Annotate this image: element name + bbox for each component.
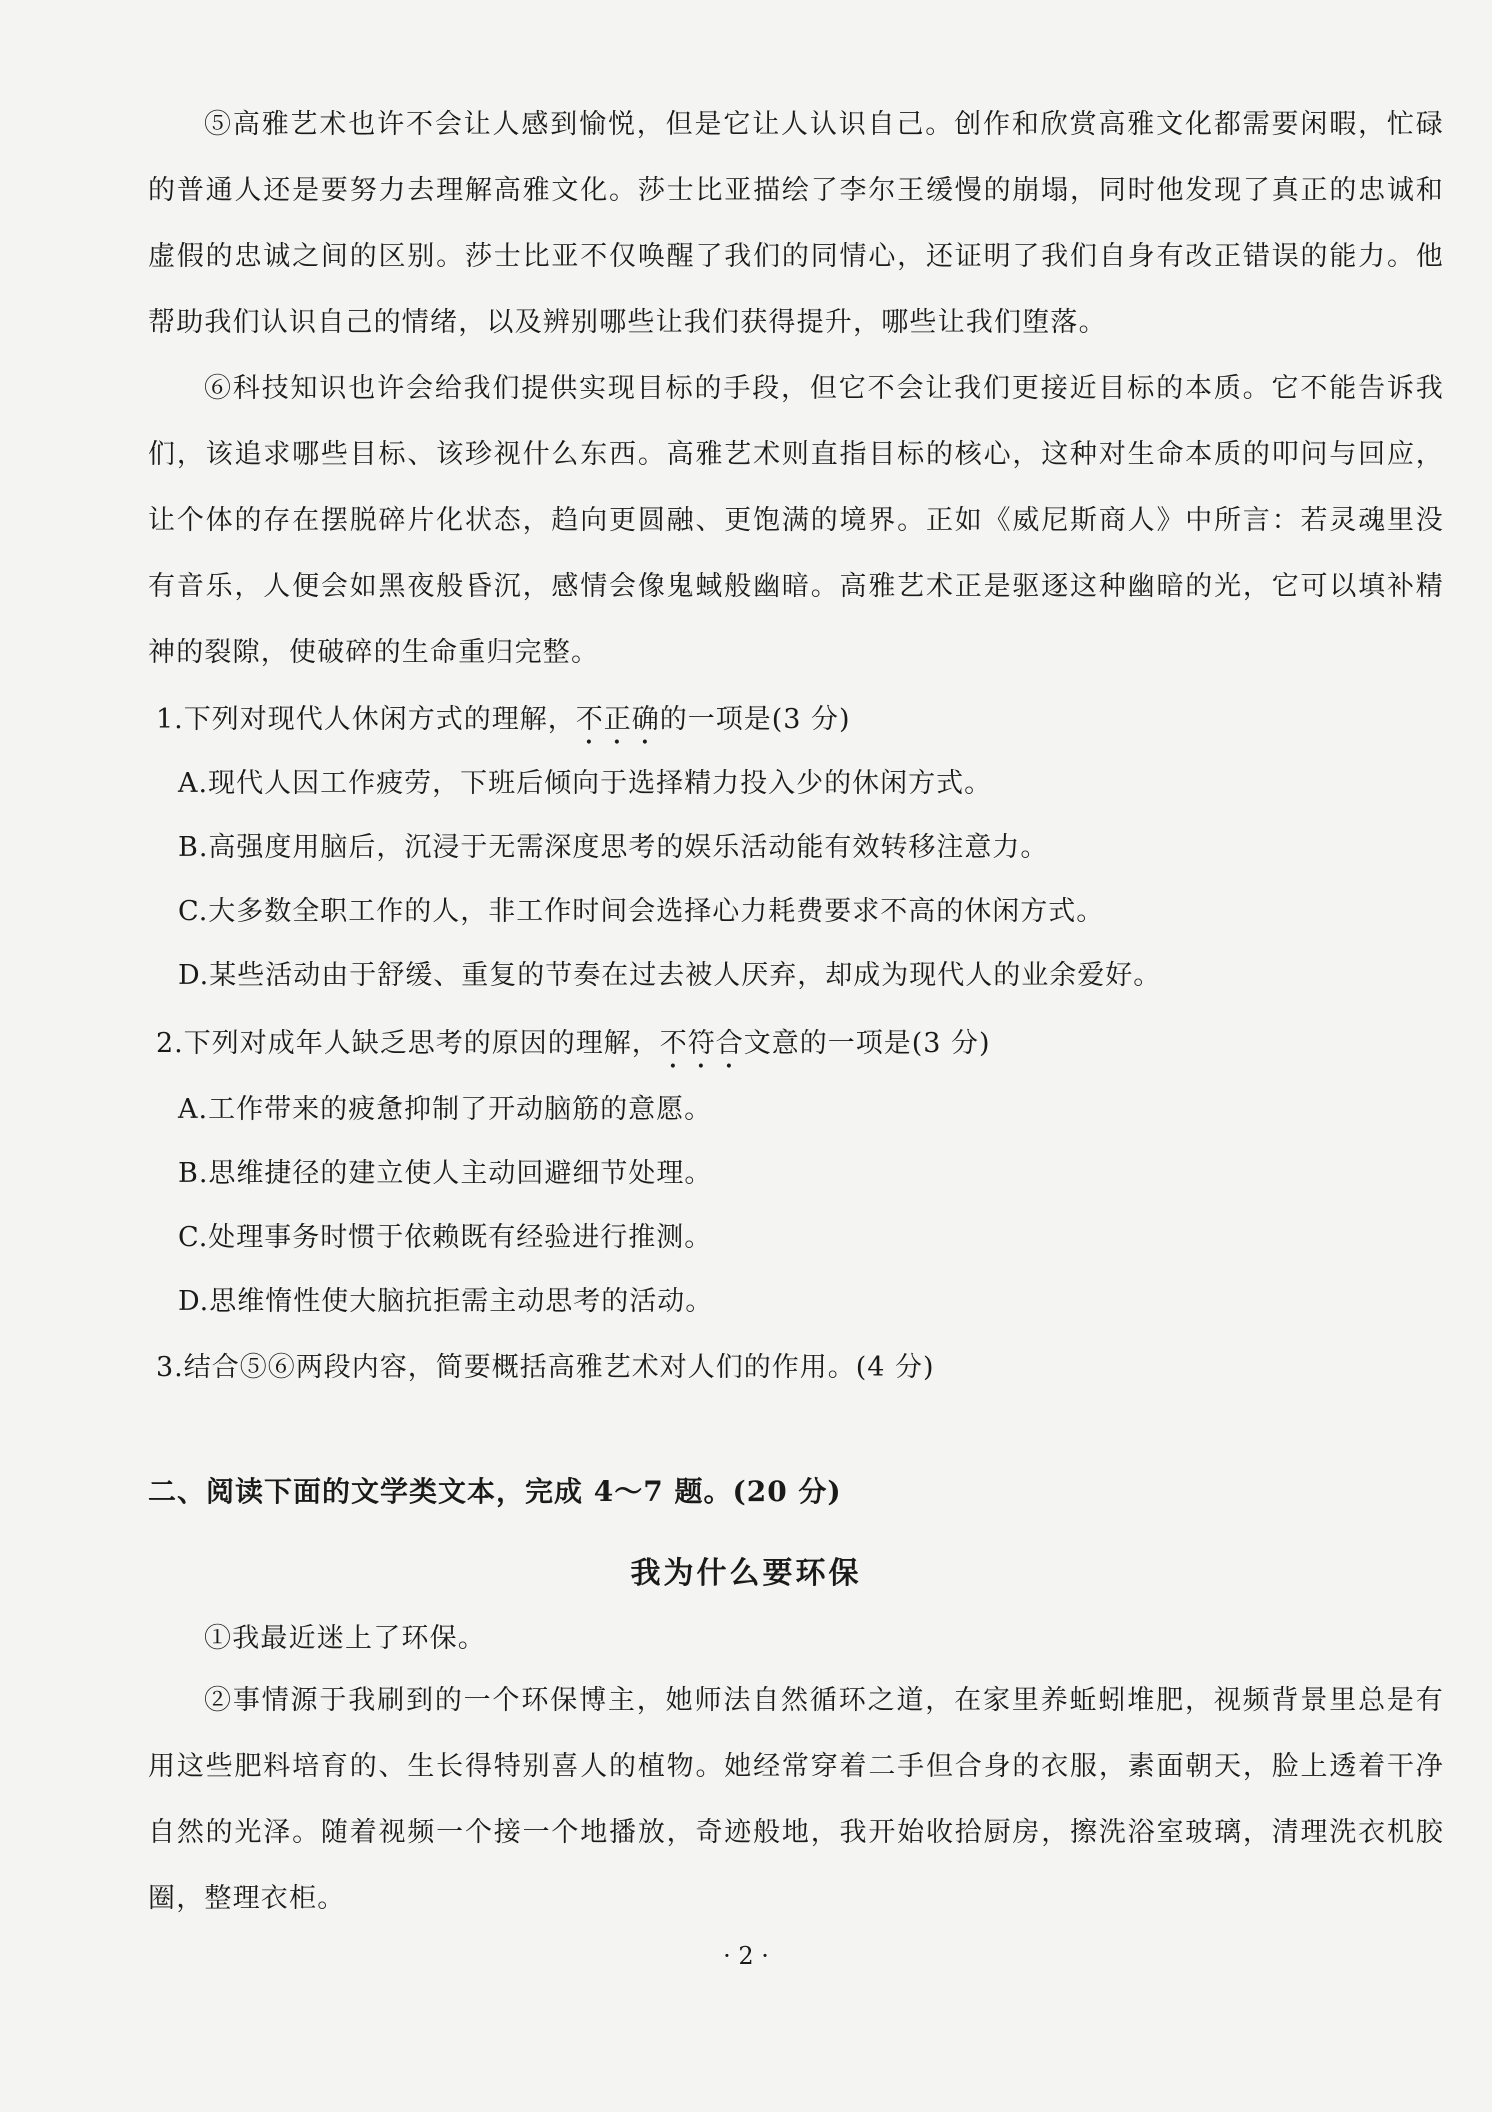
question-2-option-d: D.思维惰性使大脑抗拒需主动思考的活动。 [178, 1286, 714, 1317]
page-number: · 2 · [723, 1942, 769, 1970]
story-paragraph-2: ②事情源于我刷到的一个环保博主，她师法自然循环之道，在家里养蚯蚓堆肥，视频背景里总是有用这些肥料培育的、生长得特别喜人的植物。她经常穿着二手但合身的衣服，素面朝天，脸上透着干净自然的光泽。随着视频一个接一个地播放，奇迹般地，我开始收拾厨房，擦洗浴室玻璃，清理洗衣机胶圈，整理衣柜。 [148, 1685, 1444, 1914]
paragraph-6: ⑥科技知识也许会给我们提供实现目标的手段，但它不会让我们更接近目标的本质。它不能告诉我们，该追求哪些目标、该珍视什么东西。高雅艺术则直指目标的核心，这种对生命本质的叩问与回应，让个体的存在摆脱碎片化状态，趋向更圆融、更饱满的境界。正如《威尼斯商人》中所言：若灵魂里没有音乐，人便会如黑夜般昏沉，感情会像鬼蜮般幽暗。高雅艺术正是驱逐这种幽暗的光，它可以填补精神的裂隙，使破碎的生命重归完整。 [148, 373, 1444, 668]
question-1-option-d: D.某些活动由于舒缓、重复的节奏在过去被人厌弃，却成为现代人的业余爱好。 [178, 960, 1162, 991]
question-1-emphasis: 不正确 [575, 704, 660, 735]
story-paragraph-1: ①我最近迷上了环保。 [204, 1623, 486, 1654]
story-title: 我为什么要环保 [630, 1556, 862, 1591]
question-1-option-c: C.大多数全职工作的人，非工作时间会选择心力耗费要求不高的休闲方式。 [178, 896, 1105, 927]
question-1-stem-before: 1.下列对现代人休闲方式的理解， [156, 704, 576, 735]
section-2-heading: 二、阅读下面的文学类文本，完成 4～7 题。(20 分) [148, 1475, 842, 1508]
question-2-option-a: A.工作带来的疲惫抑制了开动脑筋的意愿。 [178, 1094, 713, 1125]
question-1-stem-after: 的一项是(3 分) [659, 704, 851, 735]
question-2-stem [156, 1024, 1436, 1075]
question-1-stem [156, 700, 1436, 751]
paragraph-5: ⑤高雅艺术也许不会让人感到愉悦，但是它让人认识自己。创作和欣赏高雅文化都需要闲暇，忙碌的普通人还是要努力去理解高雅文化。莎士比亚描绘了李尔王缓慢的崩塌，同时他发现了真正的忠诚和虚假的忠诚之间的区别。莎士比亚不仅唤醒了我们的同情心，还证明了我们自身有改正错误的能力。他帮助我们认识自己的情绪，以及辨别哪些让我们获得提升，哪些让我们堕落。 [148, 109, 1444, 338]
question-2-option-c: C.处理事务时惯于依赖既有经验进行推测。 [178, 1222, 713, 1253]
question-2-stem-before: 2.下列对成年人缺乏思考的原因的理解， [156, 1028, 660, 1059]
question-1-option-b: B.高强度用脑后，沉浸于无需深度思考的娱乐活动能有效转移注意力。 [178, 832, 1049, 863]
question-1-option-a: A.现代人因工作疲劳，下班后倾向于选择精力投入少的休闲方式。 [178, 768, 993, 799]
question-2-emphasis: 不符合 [659, 1028, 744, 1059]
question-2-stem-after: 文意的一项是(3 分) [743, 1028, 991, 1059]
question-2-option-b: B.思维捷径的建立使人主动回避细节处理。 [178, 1158, 713, 1189]
question-3-stem: 3.结合⑤⑥两段内容，简要概括高雅艺术对人们的作用。(4 分) [156, 1352, 935, 1383]
